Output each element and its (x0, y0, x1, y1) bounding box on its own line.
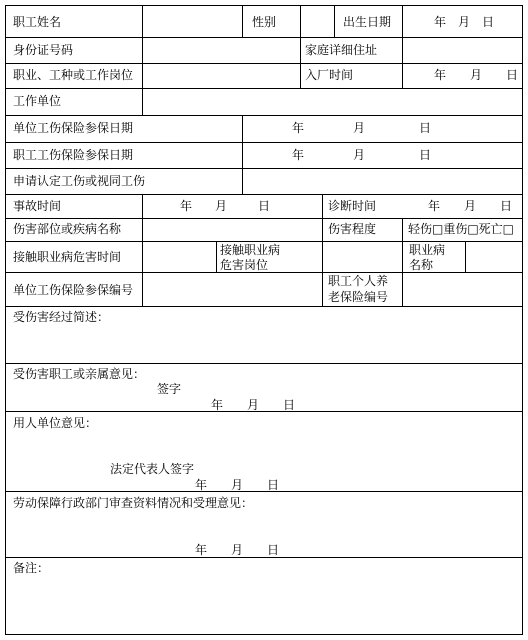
accident-day[interactable]: 日 (258, 199, 271, 213)
pension-number-label-line1: 职工个人养 (328, 274, 389, 288)
border-line (5, 241, 523, 242)
injury-description-label: 受伤害经过简述： (13, 310, 110, 324)
border-line (334, 5, 335, 38)
apply-type-field[interactable] (243, 169, 522, 194)
employer-label: 工作单位 (13, 94, 62, 108)
disease-name-label-line2: 名称 (409, 258, 434, 272)
labor-dept-opinion-date[interactable]: 年 月 日 (195, 543, 280, 557)
job-field[interactable] (143, 64, 300, 88)
worker-opinion-label: 受伤害职工或亲属意见： (13, 367, 146, 381)
diagnosis-year[interactable]: 年 (428, 199, 441, 213)
address-label: 家庭详细住址 (305, 43, 378, 57)
diagnosis-time-label: 诊断时间 (328, 199, 377, 213)
hazard-post-label-line2: 危害岗位 (220, 258, 269, 272)
border-line (5, 5, 6, 635)
border-line (402, 5, 403, 38)
employer-field[interactable] (143, 89, 522, 115)
remarks-label: 备注： (13, 561, 50, 575)
unit-insurance-number-field[interactable] (143, 273, 322, 306)
job-label: 职业、工种或工作岗位 (13, 68, 134, 82)
border-line (5, 634, 523, 635)
employer-opinion-date[interactable]: 年 月 日 (195, 478, 280, 492)
factory-date-field[interactable]: 年 月 日 (434, 68, 519, 82)
border-line (5, 142, 523, 143)
sex-label: 性别 (252, 15, 277, 29)
sex-field[interactable] (301, 6, 334, 37)
injury-part-label: 伤害部位或疾病名称 (13, 222, 122, 236)
labor-dept-opinion-label: 劳动保障行政部门审查资料情况和受理意见： (13, 496, 254, 510)
legal-representative-sign-label: 法定代表人签字 (110, 462, 195, 476)
border-line (5, 5, 523, 6)
border-line (522, 5, 523, 635)
accident-year[interactable]: 年 (180, 199, 193, 213)
name-label: 职工姓名 (13, 15, 62, 29)
hazard-post-field[interactable] (323, 242, 402, 272)
accident-month[interactable]: 月 (215, 199, 228, 213)
unit-insurance-year[interactable]: 年 (292, 121, 305, 135)
worker-insurance-month[interactable]: 月 (353, 148, 366, 162)
border-line (5, 115, 523, 116)
disease-name-label-line1: 职业病 (409, 243, 446, 257)
unit-insurance-day[interactable]: 日 (419, 121, 432, 135)
border-line (5, 194, 523, 195)
remarks-field[interactable] (6, 578, 522, 634)
border-line (242, 5, 243, 38)
birth-date-label: 出生日期 (343, 15, 392, 29)
birth-date-field[interactable]: 年 月 日 (434, 15, 495, 29)
id-number-label: 身份证号码 (13, 43, 74, 57)
accident-time-label: 事故时间 (13, 199, 62, 213)
hazard-time-field[interactable] (143, 242, 216, 272)
employer-opinion-label: 用人单位意见： (13, 416, 98, 430)
worker-opinion-date[interactable]: 年 月 日 (211, 398, 296, 412)
disease-name-field[interactable] (466, 242, 522, 272)
pension-number-field[interactable] (403, 273, 522, 306)
worker-sign-label: 签字 (157, 382, 182, 396)
id-number-field[interactable] (143, 38, 300, 63)
worker-insurance-year[interactable]: 年 (292, 148, 305, 162)
border-line (300, 37, 301, 89)
border-line (216, 241, 217, 273)
injury-degree-label: 伤害程度 (328, 222, 377, 236)
unit-insurance-date-label: 单位工伤保险参保日期 (13, 121, 134, 135)
border-line (5, 363, 523, 364)
hazard-post-label-line1: 接触职业病 (220, 243, 281, 257)
diagnosis-month[interactable]: 月 (464, 199, 477, 213)
worker-insurance-date-label: 职工工伤保险参保日期 (13, 148, 134, 162)
injury-part-field[interactable] (143, 219, 322, 241)
worker-insurance-day[interactable]: 日 (419, 148, 432, 162)
apply-type-label: 申请认定工伤或视同工伤 (13, 174, 146, 188)
border-line (5, 306, 523, 307)
unit-insurance-number-label: 单位工伤保险参保编号 (13, 283, 134, 297)
injury-degree-options[interactable]: 轻伤□重伤□死亡□ (408, 222, 515, 236)
factory-date-label: 入厂时间 (305, 68, 354, 82)
unit-insurance-month[interactable]: 月 (353, 121, 366, 135)
diagnosis-day[interactable]: 日 (500, 199, 513, 213)
name-field[interactable] (143, 6, 242, 37)
address-field[interactable] (403, 38, 522, 63)
hazard-time-label: 接触职业病危害时间 (13, 250, 122, 264)
injury-description-field[interactable] (6, 326, 522, 363)
pension-number-label-line2: 老保险编号 (328, 290, 389, 304)
